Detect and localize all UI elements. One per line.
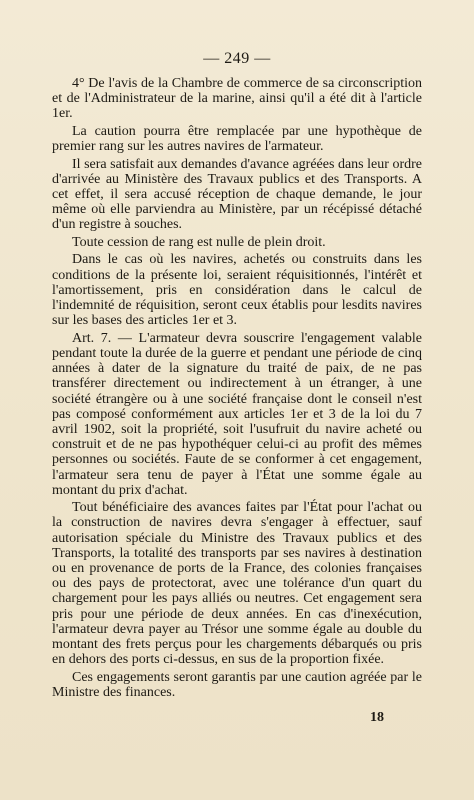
- body-text: [52, 76, 422, 703]
- page-number: — 249 —: [203, 50, 271, 67]
- paragraph-beneficiaire-avances: Tout bénéficiaire des avances faites par l'État pour l'achat ou la construction de navires devra s'engager à effectuer, sauf autorisation spéciale du Ministre des Travaux publics et des Transports, la totalité des transports par ses navires à destination ou en provenance de ports de la France, des colonies françaises ou des pays de protectorat, avec une tolérance d'un quart du chargement pour les pays alliés ou neutres. Cet engagement sera pris pour une période de deux années. En cas d'inexécution, l'armateur devra payer au Trésor une somme égale au double du montant des frets perçus pour les chargements débarqués ou pris en dehors des ports ci-dessus, en sus de la proportion fixée.: [52, 500, 422, 668]
- signature-mark: 18: [370, 710, 384, 725]
- paragraph-avis-chambre: 4° De l'avis de la Chambre de commerce de sa circonscription et de l'Administrateur de la marine, ainsi qu'il a été dit à l'article 1er.: [52, 76, 422, 122]
- paragraph-demandes-avance: Il sera satisfait aux demandes d'avance agréées dans leur ordre d'arrivée au Ministère des Travaux publics et des Transports. A cet effet, il sera accusé réception de chaque demande, le jour même où elle parviendra au Ministère, par un récépissé détaché d'un registre à souches.: [52, 156, 422, 233]
- paragraph-engagements-caution: Ces engagements seront garantis par une caution agréée par le Ministre des finances.: [52, 669, 422, 700]
- paragraph-caution-hypotheque: La caution pourra être remplacée par une hypothèque de premier rang sur les autres navires de l'armateur.: [52, 123, 422, 155]
- paragraph-article-7: Art. 7. — L'armateur devra souscrire l'engagement valable pendant toute la durée de la guerre et pendant une période de cinq années à dater de la signature du traité de paix, de ne pas transférer directement ou indirectement à un étranger, à une société étrangère ou à une société française dont le conseil n'est pas composé conformément aux articles 1er et 3 de la loi du 7 avril 1902, soit la propriété, soit l'usufruit du navire acheté ou construit et de ne pas hypothéquer celui-ci au profit des mêmes personnes ou sociétés. Faute de se conformer à cet engagement, l'armateur sera tenu de payer à l'État une somme égale au montant du prix d'achat.: [52, 330, 422, 498]
- paragraph-requisition: Dans le cas où les navires, achetés ou construits dans les conditions de la présente loi, seraient réquisitionnés, l'intérêt et l'amortissement, pris en considération dans le calcul de l'indemnité de réquisition, seront ceux établis pour lesdits navires sur les bases des articles 1er et 3.: [52, 252, 422, 329]
- paragraph-cession-rang: Toute cession de rang est nulle de plein droit.: [72, 234, 326, 250]
